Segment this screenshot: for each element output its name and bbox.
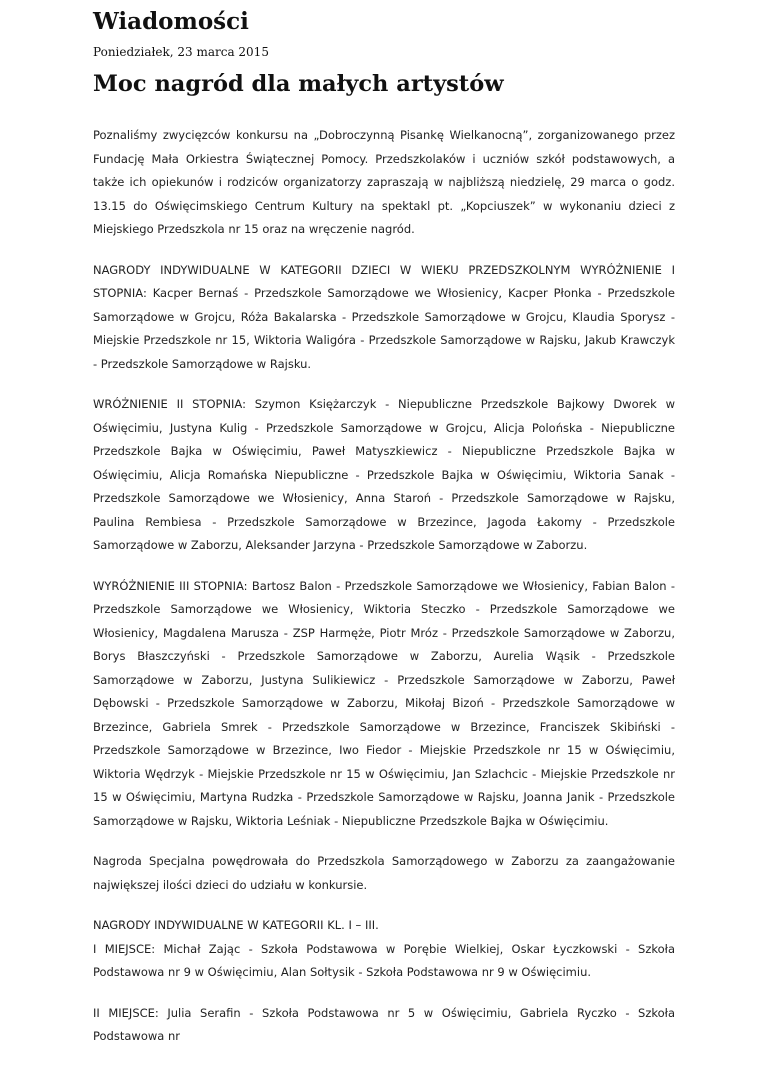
award-paragraph-distinction-2: WRÓŻNIENIE II STOPNIA: Szymon Księżarczyk - Niepubliczne Przedszkole Bajkowy Dworek w Oświęcimiu, Justyna Kulig - Przedszkole Samorządowe w Grojcu, Alicja Polońska - Niepubliczne Przedszkole Bajka w Oświęcimiu, Paweł Matyszkiewicz - Niepubliczne Przedszkole Bajka w Oświęcimiu, Alicja Romańska Niepubliczne - Przedszkole Bajka w Oświęcimiu, Wiktoria Sanak - Przedszkole Samorządowe we Włosienicy, Anna Staroń - Przedszkole Samorządowe w Rajsku, Paulina Rembiesa - Przedszkole Samorządowe w Brzezince, Jagoda Łakomy - Przedszkole Samorządowe w Zaborzu, Aleksander Jarzyna - Przedszkole Samorządowe w Zaborzu. <box>93 397 675 552</box>
section-title: Wiadomości <box>93 8 249 35</box>
intro-paragraph: Poznaliśmy zwycięzców konkursu na „Dobroczynną Pisankę Wielkanocną”, zorganizowanego przez Fundację Mała Orkiestra Świątecznej Pomocy. Przedszkolaków i uczniów szkół podstawowych, a także ich opiekunów i rodziców organizatorzy zapraszają w najbliższą niedzielę, 29 marca o godz. 13.15 do Oświęcimskiego Centrum Kultury na spektakl pt. „Kopciuszek” w wykonaniu dzieci z Miejskiego Przedszkola nr 15 oraz na wręczenie nagród. <box>93 128 675 236</box>
award-paragraph-distinction-1: NAGRODY INDYWIDUALNE W KATEGORII DZIECI W WIEKU PRZEDSZKOLNYM WYRÓŻNIENIE I STOPNIA: Kacper Bernaś - Przedszkole Samorządowe we Włosienicy, Kacper Płonka - Przedszkole Samorządowe w Grojcu, Róża Bakalarska - Przedszkole Samorządowe w Grojcu, Klaudia Sporysz - Miejskie Przedszkole nr 15, Wiktoria Waligóra - Przedszkole Samorządowe w Rajsku, Jakub Krawczyk - Przedszkole Samorządowe w Rajsku. <box>93 262 675 371</box>
article-title: Moc nagród dla małych artystów <box>93 71 504 97</box>
article-date: Poniedziałek, 23 marca 2015 <box>93 45 269 59</box>
article-body <box>93 124 675 1066</box>
award-paragraph-distinction-3: WYRÓŻNIENIE III STOPNIA: Bartosz Balon - Przedszkole Samorządowe we Włosienicy, Fabian Balon - Przedszkole Samorządowe we Włosienicy, Wiktoria Steczko - Przedszkole Samorządowe we Włosienicy, Magdalena Marusza - ZSP Harmęże, Piotr Mróz - Przedszkole Samorządowe w Zaborzu, Borys Błaszczyński - Przedszkole Samorządowe w Zaborzu, Aurelia Wąsik - Przedszkole Samorządowe w Zaborzu, Justyna Sulikiewicz - Przedszkole Samorządowe w Zaborzu, Paweł Dębowski - Przedszkole Samorządowe w Zaborzu, Mikołaj Bizoń - Przedszkole Samorządowe w Brzezince, Gabriela Smrek - Przedszkole Samorządowe w Brzezince, Franciszek Skibiński - Przedszkole Samorządowe w Brzezince, Iwo Fiedor - Miejskie Przedszkole nr 15 w Oświęcimiu, Wiktoria Wędrzyk - Miejskie Przedszkole nr 15 w Oświęcimiu, Jan Szlachcic - Miejskie Przedszkole nr 15 w Oświęcimiu, Martyna Rudzka - Przedszkole Samorządowe w Rajsku, Joanna Janik - Przedszkole Samorządowe w Rajsku, Wiktoria Leśniak - Niepubliczne Przedszkole Bajka w Oświęcimiu. <box>93 578 675 828</box>
school-awards-second-place: II MIEJSCE: Julia Serafin - Szkoła Podstawowa nr 5 w Oświęcimiu, Gabriela Ryczko - Szkoła Podstawowa nr <box>93 1005 675 1043</box>
school-awards-first-place: NAGRODY INDYWIDUALNE W KATEGORII KL. I – III. I MIEJSCE: Michał Zając - Szkoła Podstawowa w Porębie Wielkiej, Oskar Łyczkowski - Szkoła Podstawowa nr 9 w Oświęcimiu, Alan Sołtysik - Szkoła Podstawowa nr 9 w Oświęcimiu. <box>93 918 675 979</box>
special-award-paragraph: Nagroda Specjalna powędrowała do Przedszkola Samorządowego w Zaborzu za zaangażowanie największej ilości dzieci do udziału w konkursie. <box>93 854 675 892</box>
